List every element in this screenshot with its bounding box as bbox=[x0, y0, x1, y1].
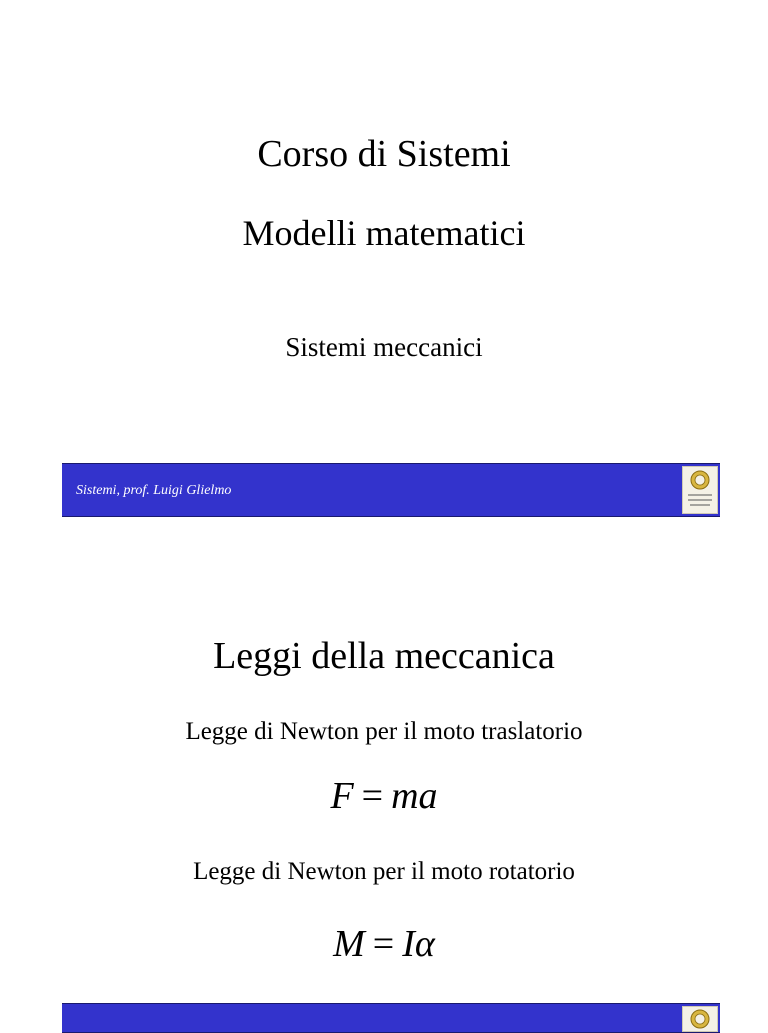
equation-translational bbox=[0, 774, 768, 818]
law-rotational: Legge di Newton per il moto rotatorio bbox=[193, 858, 575, 885]
equation-rotational bbox=[0, 922, 768, 966]
slide-title: Leggi della meccanica bbox=[213, 635, 555, 677]
equation-lhs: F bbox=[330, 775, 354, 817]
equation-operator: = bbox=[372, 923, 395, 965]
subtitle: Modelli matematici bbox=[242, 213, 526, 253]
slide-2 bbox=[0, 560, 768, 1024]
equation-operator: = bbox=[361, 775, 384, 817]
course-title: Corso di Sistemi bbox=[257, 133, 511, 175]
topic: Sistemi meccanici bbox=[285, 332, 483, 362]
equation-rhs: Iα bbox=[402, 923, 435, 965]
equation-rhs: ma bbox=[391, 775, 438, 817]
footer-author: Sistemi, prof. Luigi Glielmo bbox=[76, 483, 232, 498]
slide-footer bbox=[62, 1003, 720, 1033]
equation-lhs: M bbox=[333, 923, 365, 965]
law-translational: Legge di Newton per il moto traslatorio bbox=[185, 718, 583, 745]
university-logo-icon bbox=[682, 1006, 718, 1032]
slide-footer bbox=[62, 463, 720, 517]
university-logo-icon bbox=[682, 466, 718, 514]
